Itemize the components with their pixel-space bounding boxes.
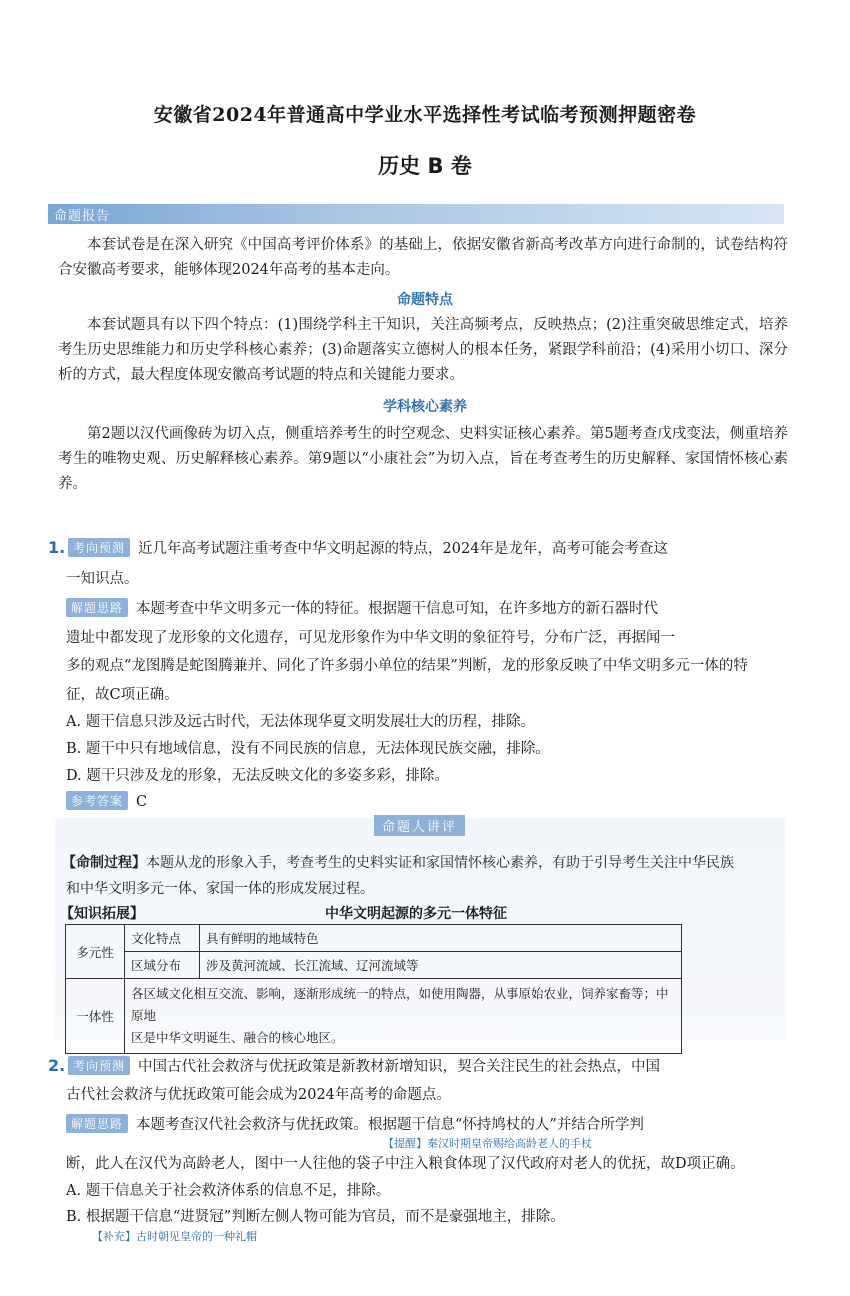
q1-option-a: A. 题干信息只涉及远古时代，无法体现华夏文明发展壮大的历程，排除。	[66, 714, 536, 730]
question-2-number: 2.	[48, 1056, 66, 1075]
answer-tag: 参考答案	[66, 791, 128, 810]
features-heading: 命题特点	[397, 292, 453, 308]
report-section-label: 命题报告	[54, 209, 111, 224]
report-section-bar	[48, 204, 784, 224]
literacy-text: 第2题以汉代画像砖为切入点，侧重培养考生的时空观念、史料实证核心素养。第5题考查戊戌变法，侧重培养考生的唯物史观、历史解释核心素养。第9题以“小康社会”为切入点，旨在考查考生的历史解释、家国情怀核心素养。	[58, 426, 788, 492]
q2-analysis-text-1: 本题考查汉代社会救济与优抚政策。根据题干信息“怀持鸠杖的人”并结合所学判	[136, 1117, 644, 1133]
q1-analysis-text-3: 多的观点“龙图腾是蛇图腾兼并、同化了许多弱小单位的结果”判断，龙的形象反映了中华文明多元一体的特	[66, 658, 748, 674]
q2-analysis-text-2: 断，此人在汉代为高龄老人，图中一人往他的袋子中注入粮食体现了汉代政府对老人的优抚，故D项正确。	[66, 1156, 745, 1172]
process-text-1: 本题从龙的形象入手，考查考生的史料实证和家国情怀核心素养，有助于引导考生关注中华民族	[146, 855, 734, 871]
q1-analysis-text-1: 本题考查中华文明多元一体的特征。根据题干信息可知，在许多地方的新石器时代	[136, 601, 659, 617]
q1-analysis-text-4: 征，故C项正确。	[66, 687, 179, 703]
forecast-tag: 考向预测	[68, 538, 130, 557]
supplement-note: 【补充】古时朝见皇帝的一种礼帽	[92, 1230, 257, 1243]
q1-forecast-line	[68, 537, 668, 558]
analysis-tag: 解题思路	[66, 598, 128, 617]
q1-option-d: D. 题干只涉及龙的形象，无法反映文化的多姿多彩，排除。	[66, 768, 449, 784]
culture-value-cell: 具有鲜明的地域特色	[200, 925, 682, 952]
literacy-heading: 学科核心素养	[383, 399, 467, 415]
q2-forecast-text-1: 中国古代社会救济与优抚政策是新教材新增知识，契合关注民生的社会热点，中国	[138, 1059, 661, 1075]
culture-label-cell: 文化特点	[125, 925, 200, 952]
process-line-1	[62, 852, 734, 872]
q1-forecast-text-1: 近几年高考试题注重考查中华文明起源的特点，2024年是龙年，高考可能会考查这	[138, 541, 668, 557]
extend-tag: 【知识拓展】	[60, 906, 144, 922]
teacher-commentary-label: 命题人讲评	[374, 815, 465, 836]
q2-analysis-line	[66, 1113, 644, 1134]
knowledge-table	[65, 924, 682, 1054]
diversity-cell: 多元性	[66, 925, 125, 979]
q2-forecast-text-2: 古代社会救济与优抚政策可能会成为2024年高考的命题点。	[66, 1087, 451, 1103]
unity-value-cell	[125, 979, 682, 1054]
q1-forecast-text-2: 一知识点。	[66, 571, 139, 587]
process-tag: 【命制过程】	[62, 855, 146, 871]
reminder-note: 【提醒】秦汉时期皇帝赐给高龄老人的手杖	[383, 1137, 592, 1150]
q1-option-b: B. 题干中只有地域信息，没有不同民族的信息，无法体现民族交融，排除。	[66, 741, 550, 757]
unity-cell: 一体性	[66, 979, 125, 1054]
knowledge-table-title: 中华文明起源的多元一体特征	[325, 906, 507, 922]
report-intro: 本套试卷是在深入研究《中国高考评价体系》的基础上，依据安徽省新高考改革方向进行命制的，试卷结构符合安徽高考要求，能够体现2024年高考的基本走向。	[58, 237, 788, 278]
q1-answer: C	[136, 794, 148, 810]
unity-line-1: 各区域文化相互交流、影响，逐渐形成统一的特点，如使用陶器，从事原始农业，饲养家畜等；中原地	[131, 986, 669, 1023]
q2-option-b: B. 根据题干信息“进贤冠”判断左侧人物可能为官员，而不是豪强地主，排除。	[66, 1209, 565, 1225]
page-title: 安徽省2024年普通高中学业水平选择性考试临考预测押题密卷	[153, 104, 697, 126]
q2-option-a: A. 题干信息关于社会救济体系的信息不足，排除。	[66, 1183, 391, 1199]
page-subtitle: 历史 B 卷	[378, 154, 472, 178]
question-1-number: 1.	[48, 538, 66, 557]
unity-line-2: 区是中华文明诞生、融合的核心地区。	[131, 1030, 344, 1045]
region-value-cell: 涉及黄河流域、长江流域、辽河流域等	[200, 952, 682, 979]
features-text: 本套试题具有以下四个特点：(1)围绕学科主干知识，关注高频考点，反映热点；(2)注重突破思维定式，培养考生历史思维能力和历史学科核心素养；(3)命题落实立德树人的根本任务，紧跟学科前沿；(4)采用小切口、深分析的方式，最大程度体现安徽高考试题的特点和关键能力要求。	[58, 317, 788, 383]
region-label-cell: 区域分布	[125, 952, 200, 979]
q1-answer-line	[66, 791, 147, 810]
q2-forecast-line	[68, 1055, 660, 1076]
analysis-tag: 解题思路	[66, 1114, 128, 1133]
knowledge-extend-row	[60, 903, 680, 925]
table-row	[66, 925, 682, 952]
q1-analysis-line	[66, 597, 658, 618]
process-text-2: 和中华文明多元一体、家国一体的形成发展过程。	[66, 881, 374, 897]
table-row	[66, 979, 682, 1054]
table-row	[66, 952, 682, 979]
forecast-tag: 考向预测	[68, 1056, 130, 1075]
q1-analysis-text-2: 遗址中都发现了龙形象的文化遗存，可见龙形象作为中华文明的象征符号，分布广泛，再据闻一	[66, 630, 675, 646]
